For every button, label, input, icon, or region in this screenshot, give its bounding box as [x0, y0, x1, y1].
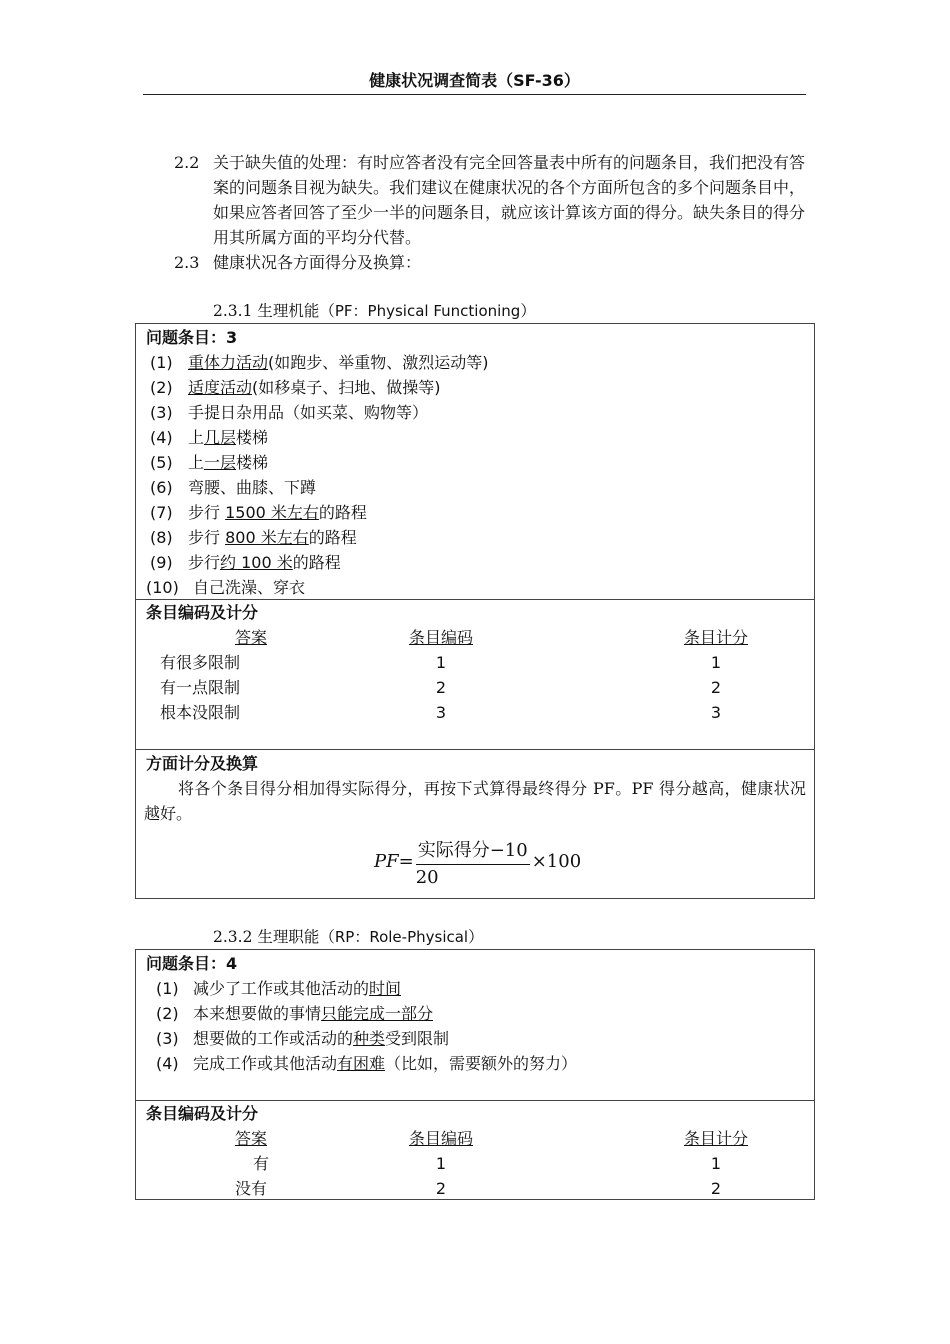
item-pre: 步行: [188, 553, 221, 572]
paragraph-number: 2.2: [174, 153, 200, 172]
table-row: [136, 675, 814, 700]
coding-heading: 条目编码及计分: [146, 1104, 259, 1123]
table-cell: 2: [435, 1179, 447, 1198]
item-text: 自己洗澡、穿衣: [193, 578, 306, 597]
item-underlined: 约 100 米: [220, 553, 293, 572]
item-rest: （比如，需要额外的努力）: [385, 1054, 578, 1073]
formula-equals: =: [398, 851, 414, 872]
column-header: 条目计分: [683, 1129, 748, 1148]
item-number: (6): [150, 478, 173, 497]
section-title-prefix: 2.3.1 生理机能（: [213, 302, 335, 320]
paragraph-2-3: [174, 250, 814, 275]
pf-formula: [374, 836, 581, 888]
item-number: (8): [150, 528, 173, 547]
item-text: 手提日杂用品（如买菜、购物等）: [188, 403, 429, 422]
table-cell: 有: [252, 1154, 269, 1173]
item-number: (5): [150, 453, 173, 472]
items-heading: 问题条目：3: [146, 328, 238, 347]
table-row: [136, 1176, 814, 1201]
column-header: 条目计分: [683, 628, 748, 647]
item-number: (9): [150, 553, 173, 572]
rp-coding-cell: [136, 1100, 814, 1199]
item-rest: 的路程: [308, 528, 357, 547]
pf-coding-table: [136, 625, 814, 725]
table-cell: 3: [710, 703, 722, 722]
item-number: (1): [150, 353, 173, 372]
item-number: (10): [146, 578, 179, 597]
paragraph-text: 关于缺失值的处理：有时应答者没有完全回答量表中所有的问题条目，我们把没有答案的问题条目视为缺失。我们建议在健康状况的各个方面所包含的多个问题条目中，如果应答者回答了至少一半的问题条目，就应该计算该方面的得分。缺失条目的得分用其所属方面的平均分代替。: [213, 153, 806, 247]
item-number: (2): [150, 378, 173, 397]
item-pre: 上: [188, 428, 205, 447]
item-pre: 减少了工作或其他活动的: [193, 979, 370, 998]
section-title-latin: PF：Physical Functioning: [334, 302, 521, 320]
list-item: [136, 450, 814, 475]
paragraph-2-2: [174, 150, 814, 250]
paragraph-number: 2.3: [174, 253, 200, 272]
section-title-suffix: ）: [520, 302, 536, 320]
section-title-rp: [213, 925, 484, 949]
table-cell: 1: [710, 1154, 722, 1173]
formula-fraction: [416, 836, 530, 888]
item-number: (2): [156, 1004, 179, 1023]
paragraph-text: 健康状况各方面得分及换算：: [213, 253, 422, 272]
list-item: [136, 375, 814, 400]
list-item: [136, 1026, 814, 1051]
table-cell: 2: [710, 1179, 722, 1198]
item-pre: 步行: [188, 528, 226, 547]
list-item: [136, 500, 814, 525]
table-cell: 有很多限制: [160, 653, 241, 672]
table-row: [136, 700, 814, 725]
item-text: 弯腰、曲膝、下蹲: [188, 478, 317, 497]
list-item: [136, 1051, 814, 1076]
table-cell: 1: [710, 653, 722, 672]
table-header-row: [136, 1126, 814, 1151]
rp-table: [135, 949, 815, 1200]
pf-item-list: [136, 350, 814, 600]
pf-items-cell: [136, 324, 814, 599]
item-pre: 上: [188, 453, 205, 472]
rp-coding-table: [136, 1126, 814, 1201]
item-number: (7): [150, 503, 173, 522]
item-number: (1): [156, 979, 179, 998]
table-cell: 根本没限制: [160, 703, 241, 722]
item-rest: 楼梯: [236, 453, 269, 472]
list-item: [136, 400, 814, 425]
item-underlined: 1500 米左右: [225, 503, 319, 522]
calc-description: 将各个条目得分相加得实际得分，再按下式算得最终得分 PF。PF 得分越高，健康状况越好。: [144, 779, 806, 823]
table-cell: 2: [435, 678, 447, 697]
item-pre: 完成工作或其他活动: [193, 1054, 338, 1073]
list-item: [136, 350, 814, 375]
item-underlined: 适度活动: [188, 378, 253, 397]
rp-items-cell: [136, 950, 814, 1100]
column-header: 答案: [234, 628, 267, 647]
formula-numerator: 实际得分−10: [416, 836, 530, 865]
item-underlined: 重体力活动: [188, 353, 269, 372]
section-title-latin: RP：Role-Physical: [334, 928, 469, 946]
item-rest: 楼梯: [236, 428, 269, 447]
item-pre: 想要做的工作或活动的: [193, 1029, 354, 1048]
column-header: 条目编码: [408, 1129, 473, 1148]
item-rest: 的路程: [292, 553, 341, 572]
rp-item-list: [136, 976, 814, 1076]
item-rest: (如跑步、举重物、激烈运动等): [268, 353, 489, 372]
column-header: 答案: [234, 1129, 267, 1148]
items-heading: 问题条目：4: [146, 954, 238, 973]
item-pre: 步行: [188, 503, 226, 522]
table-cell: 2: [710, 678, 722, 697]
item-underlined: 有困难: [337, 1054, 386, 1073]
list-item: [136, 976, 814, 1001]
section-title-prefix: 2.3.2 生理职能（: [213, 928, 335, 946]
item-underlined: 种类: [353, 1029, 386, 1048]
item-number: (4): [150, 428, 173, 447]
list-item: [136, 475, 814, 500]
section-title-pf: [213, 299, 536, 323]
item-rest: 受到限制: [385, 1029, 450, 1048]
table-cell: 3: [435, 703, 447, 722]
item-underlined: 800 米左右: [225, 528, 309, 547]
pf-table: [135, 323, 815, 899]
list-item: [136, 525, 814, 550]
formula-lhs: PF: [374, 851, 399, 872]
table-row: [136, 650, 814, 675]
item-number: (3): [156, 1029, 179, 1048]
table-row: [136, 1151, 814, 1176]
table-header-row: [136, 625, 814, 650]
item-underlined: 几层: [204, 428, 237, 447]
table-cell: 1: [435, 653, 447, 672]
item-number: (4): [156, 1054, 179, 1073]
list-item: [136, 1001, 814, 1026]
table-cell: 1: [435, 1154, 447, 1173]
formula-multiplier: ×100: [531, 851, 582, 872]
item-underlined: 一层: [204, 453, 237, 472]
item-pre: 本来想要做的事情: [193, 1004, 322, 1023]
item-number: (3): [150, 403, 173, 422]
table-cell: 有一点限制: [160, 678, 241, 697]
list-item: [136, 550, 814, 575]
item-underlined: 时间: [369, 979, 402, 998]
list-item: [136, 425, 814, 450]
item-underlined: 只能完成一部分: [321, 1004, 434, 1023]
item-rest: (如移桌子、扫地、做操等): [252, 378, 441, 397]
coding-heading: 条目编码及计分: [146, 603, 259, 622]
pf-coding-cell: [136, 599, 814, 749]
pf-calc-cell: [136, 749, 814, 898]
list-item: [136, 575, 814, 600]
column-header: 条目编码: [408, 628, 473, 647]
calc-heading: 方面计分及换算: [146, 754, 259, 773]
formula-denominator: 20: [415, 867, 439, 888]
section-title-suffix: ）: [468, 928, 484, 946]
table-cell: 没有: [234, 1179, 267, 1198]
page-header-title: 健康状况调查简表（SF-36）: [143, 68, 806, 95]
item-rest: 的路程: [318, 503, 367, 522]
